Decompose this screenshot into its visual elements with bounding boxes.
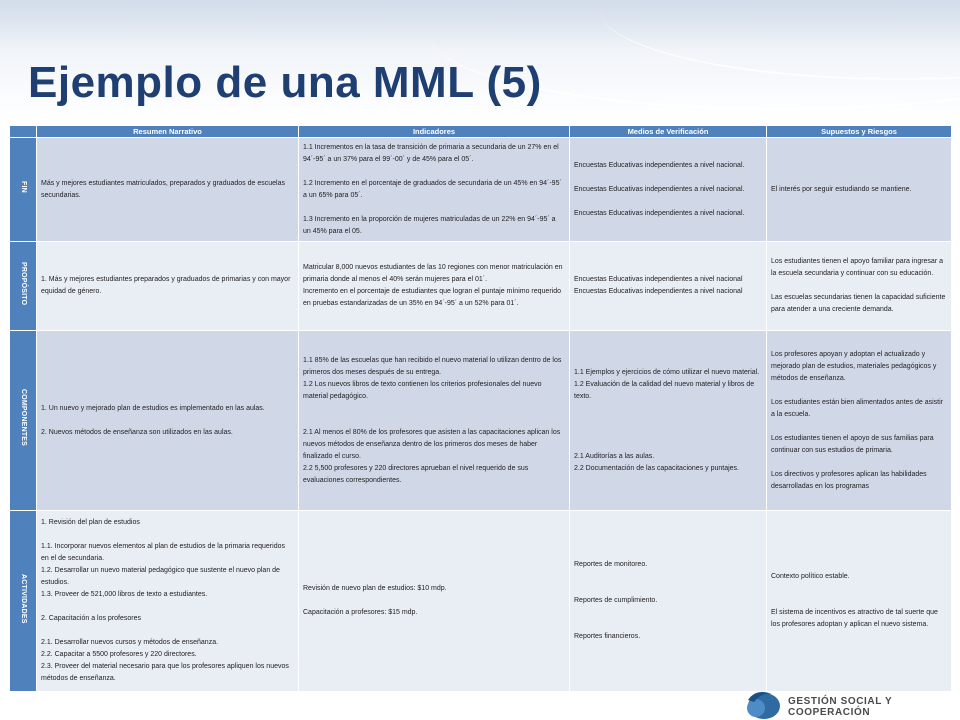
row-label: ACTIVIDADES <box>10 511 37 692</box>
cell-text: 1.2 Evaluación de la calidad del nuevo material y libros de texto. <box>574 380 755 400</box>
cell-text: Encuestas Educativas independientes a nivel nacional. <box>574 185 745 193</box>
cell-text: 2. Capacitación a los profesores <box>41 615 141 622</box>
cell-text: Los estudiantes tienen el apoyo familiar para ingresar a la escuela secundaria y continuar con su educación. <box>771 258 943 277</box>
column-header: Medios de Verificación <box>570 126 767 138</box>
narrative-cell <box>37 511 299 692</box>
assumptions-cell <box>767 138 952 242</box>
header-corner <box>10 126 37 138</box>
cell-text: Los directivos y profesores aplican las habilidades desarrolladas en los programas <box>771 470 927 490</box>
cell-text: 1.3 Incremento en la proporción de mujeres matriculadas de un 22% en 94´-95´ a un 45% para el 05. <box>303 215 556 235</box>
indicators-cell <box>299 511 570 692</box>
indicators-cell <box>299 242 570 331</box>
indicators-cell <box>299 331 570 511</box>
cell-text: 1.3. Proveer de 521,000 libros de texto a estudiantes. <box>41 591 208 598</box>
cell-text: 1. Un nuevo y mejorado plan de estudios es implementado en las aulas. <box>41 404 265 412</box>
narrative-cell <box>37 331 299 511</box>
cell-text: Revisión de nuevo plan de estudios: $10 mdp. <box>303 585 447 592</box>
cell-text: Capacitación a profesores: $15 mdp. <box>303 609 418 616</box>
cell-text: Matricular 8,000 nuevos estudiantes de las 10 regiones con menor matriculación en primaria donde al menos el 40% serán mujeres para el 01´. <box>303 264 563 283</box>
assumptions-cell <box>767 331 952 511</box>
cell-text: Encuestas Educativas independientes a nivel nacional. <box>574 209 745 217</box>
table-row-componentes <box>10 331 952 511</box>
column-header: Supuestos y Riesgos <box>767 126 952 138</box>
verification-cell <box>570 138 767 242</box>
cell-text: 1.1 Ejemplos y ejercicios de cómo utilizar el nuevo material. <box>574 368 760 376</box>
cell-text: Los estudiantes tienen el apoyo de sus familias para continuar con sus estudios de primaria. <box>771 434 934 454</box>
table-row-actividades <box>10 511 952 692</box>
cell-text: 2.1. Desarrollar nuevos cursos y métodos de enseñanza. <box>41 639 219 646</box>
cell-text: Contexto político estable. <box>771 573 850 580</box>
cell-text: Las escuelas secundarias tienen la capacidad suficiente para atender a una creciente demanda. <box>771 294 946 313</box>
cell-text: Reportes financieros. <box>574 633 641 640</box>
cell-text: 2.2. Capacitar a 5500 profesores y 220 directores. <box>41 651 197 658</box>
cell-text: 1. Revisión del plan de estudios <box>41 519 140 526</box>
mml-table <box>9 125 952 692</box>
verification-cell <box>570 331 767 511</box>
cell-text: 1.1 85% de las escuelas que han recibido el nuevo material lo utilizan dentro de los primeros dos meses después de su entrega. <box>303 356 562 376</box>
cell-text: Reportes de monitoreo. <box>574 561 648 568</box>
slide-title: Ejemplo de una MML (5) <box>28 58 542 107</box>
cell-text: 1. Más y mejores estudiantes preparados y graduados de primarias y con mayor equidad de género. <box>41 276 291 295</box>
column-header: Indicadores <box>299 126 570 138</box>
assumptions-cell <box>767 242 952 331</box>
cell-text: 2. Nuevos métodos de enseñanza son utilizados en las aulas. <box>41 428 233 436</box>
cell-text: El sistema de incentivos es atractivo de tal suerte que los profesores adoptan y aplican el nuevo sistema. <box>771 609 938 628</box>
cell-text: 2.2 5,500 profesores y 220 directores aprueban el nivel requerido de sus evaluaciones correspondientes. <box>303 464 529 484</box>
assumptions-cell <box>767 511 952 692</box>
cell-text: 2.1 Auditorías a las aulas. <box>574 452 655 460</box>
verification-cell <box>570 242 767 331</box>
cell-text: Encuestas Educativas independientes a nivel nacional <box>574 288 743 295</box>
cell-text: Más y mejores estudiantes matriculados, preparados y graduados de escuelas secundarias. <box>41 179 285 199</box>
row-label: FIN <box>10 138 37 242</box>
narrative-cell <box>37 138 299 242</box>
cell-text: Los profesores apoyan y adoptan el actualizado y mejorado plan de estudios, materiales pedagógicos y métodos de enseñanza. <box>771 350 937 382</box>
cell-text: 1.2 Incremento en el porcentaje de graduados de secundaria de un 45% en 94´-95´ a un 65% para 05´. <box>303 179 562 199</box>
column-header: Resumen Narrativo <box>37 126 299 138</box>
cell-text: 2.1 Al menos el 80% de los profesores que asisten a las capacitaciones aplican los nuevos métodos de enseñanza dentro de los primeros dos meses de haber finalizado el curso. <box>303 428 561 460</box>
cell-text: 2.3. Proveer del material necesario para que los profesores apliquen los nuevos métodos de enseñanza. <box>41 663 289 682</box>
cell-text: Encuestas Educativas independientes a nivel nacional <box>574 276 743 283</box>
table-row-fin <box>10 138 952 242</box>
cell-text: Reportes de cumplimiento. <box>574 597 658 604</box>
row-label: COMPONENTES <box>10 331 37 511</box>
row-label: PROPÓSITO <box>10 242 37 331</box>
cell-text: 1.1 Incrementos en la tasa de transición de primaria a secundaria de un 27% en el 94´-95´ a un 37% para el 99´-00´ y de 45% para el 05´. <box>303 143 559 163</box>
table-header-row <box>10 126 952 138</box>
table-row-proposito <box>10 242 952 331</box>
gsc-logo-icon <box>742 686 782 720</box>
cell-text: Incremento en el porcentaje de estudiantes que logran el puntaje mínimo requerido en pruebas estandarizadas de un 35% en 94´-95´ a un 52% para 01´. <box>303 288 561 307</box>
brand-name: GESTIÓN SOCIAL Y COOPERACIÓN <box>788 696 893 718</box>
narrative-cell <box>37 242 299 331</box>
cell-text: 1.1. Incorporar nuevos elementos al plan de estudios de la primaria requeridos en el de secundaria. <box>41 543 285 562</box>
cell-text: El interés por seguir estudiando se mantiene. <box>771 185 912 193</box>
cell-text: 2.2 Documentación de las capacitaciones y puntajes. <box>574 464 739 472</box>
cell-text: Los estudiantes están bien alimentados antes de asistir a la escuela. <box>771 398 943 418</box>
cell-text: Encuestas Educativas independientes a nivel nacional. <box>574 161 745 169</box>
verification-cell <box>570 511 767 692</box>
cell-text: 1.2 Los nuevos libros de texto contienen los criterios profesionales del nuevo material pedagógico. <box>303 380 542 400</box>
indicators-cell <box>299 138 570 242</box>
cell-text: 1.2. Desarrollar un nuevo material pedagógico que sustente el nuevo plan de estudios. <box>41 567 280 586</box>
